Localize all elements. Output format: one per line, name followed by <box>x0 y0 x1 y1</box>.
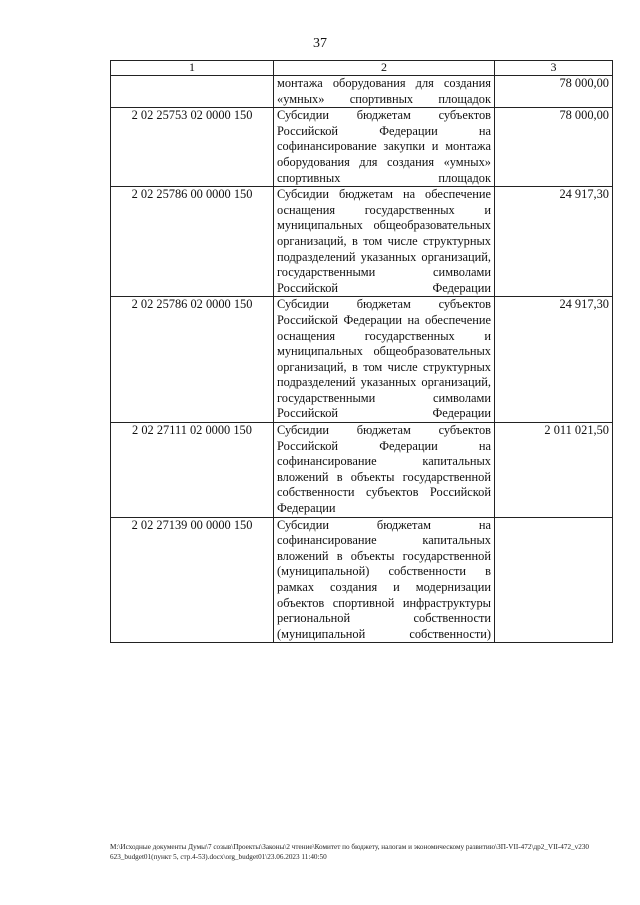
row-code: 2 02 25753 02 0000 150 <box>111 108 274 187</box>
table-row <box>111 423 613 518</box>
table-row <box>111 517 613 643</box>
header-col-2: 2 <box>274 61 495 76</box>
row-code: 2 02 27111 02 0000 150 <box>111 423 274 518</box>
row-text: монтажа оборудования для создания «умных» спортивных площадок <box>274 76 495 108</box>
row-text: Субсидии бюджетам на обеспечение оснащения государственных и муниципальных общеобразовательных организаций, в том числе структурных подразделений указанных организаций, государственными символами Российской Федерации <box>274 187 495 297</box>
page-number: 37 <box>313 36 327 51</box>
row-amount: 78 000,00 <box>495 76 613 108</box>
row-code: 2 02 25786 02 0000 150 <box>111 297 274 423</box>
row-code: 2 02 27139 00 0000 150 <box>111 517 274 643</box>
table-row <box>111 297 613 423</box>
table-row <box>111 187 613 297</box>
row-code <box>111 76 274 108</box>
header-col-3: 3 <box>495 61 613 76</box>
table-row <box>111 76 613 108</box>
file-path-footer: M:\Исходные документы Думы\7 созыв\Проекты\Законы\2 чтение\Комитет по бюджету, налогам и экономическому развитию\ЗП-VII-472\др2_VII-472_v230623_budget01(пункт 5, стр.4-53).docx\org_budget01\23.06.2023 11:40:50 <box>110 843 590 861</box>
row-text: Субсидии бюджетам субъектов Российской Федерации на обеспечение оснащения государственных и муниципальных общеобразовательных организаций, в том числе структурных подразделений указанных организаций, государственными символами Российской Федерации <box>274 297 495 423</box>
row-amount: 78 000,00 <box>495 108 613 187</box>
table-row <box>111 108 613 187</box>
header-col-1: 1 <box>111 61 274 76</box>
row-text: Субсидии бюджетам на софинансирование капитальных вложений в объекты государственной (муниципальной) собственности в рамках создания и модернизации объектов спортивной инфраструктуры региональной собственности (муниципальной собственности) <box>274 517 495 643</box>
row-code: 2 02 25786 00 0000 150 <box>111 187 274 297</box>
row-amount: 24 917,30 <box>495 187 613 297</box>
table-header-row <box>111 61 613 76</box>
budget-table <box>110 60 613 643</box>
row-amount: 24 917,30 <box>495 297 613 423</box>
row-text: Субсидии бюджетам субъектов Российской Федерации на софинансирование закупки и монтажа оборудования для создания «умных» спортивных площадок <box>274 108 495 187</box>
row-amount <box>495 517 613 643</box>
row-amount: 2 011 021,50 <box>495 423 613 518</box>
row-text: Субсидии бюджетам субъектов Российской Федерации на софинансирование капитальных вложений в объекты государственной собственности субъектов Российской Федерации <box>274 423 495 518</box>
